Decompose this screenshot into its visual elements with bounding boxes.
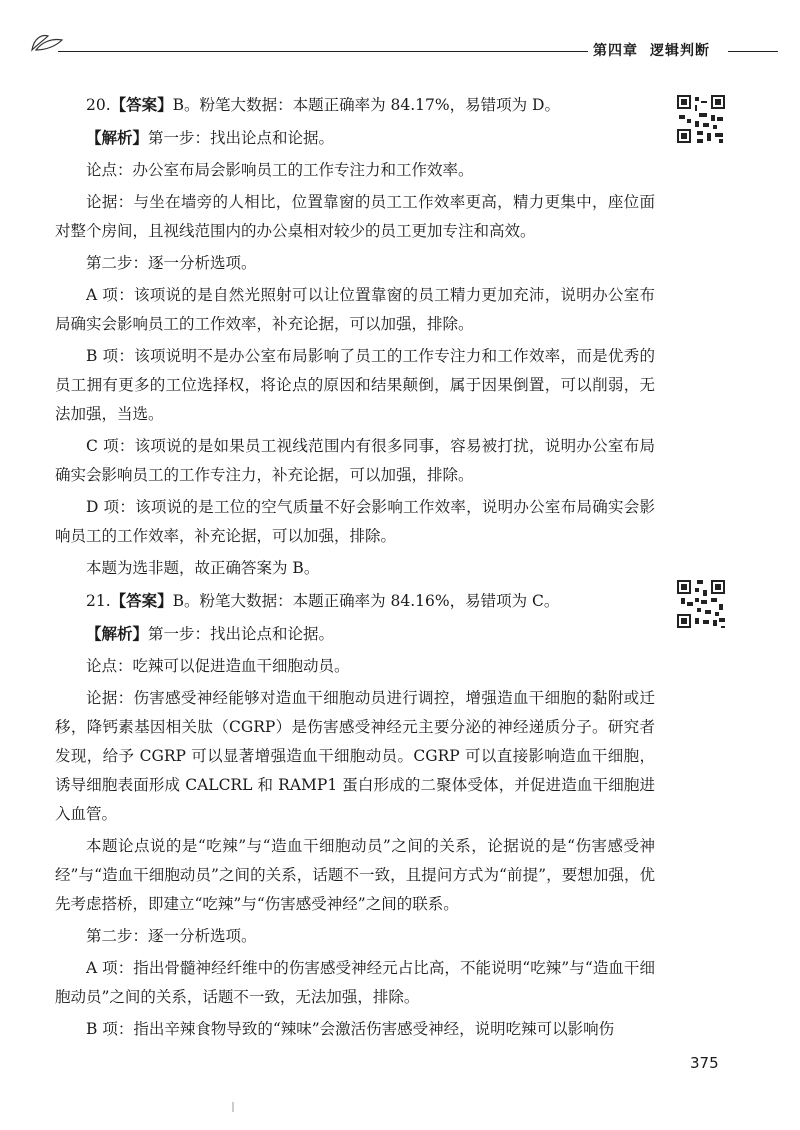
- leaf-ornament-icon: [28, 30, 68, 52]
- q20-option-c: C 项：该项说的是如果员工视线范围内有很多同事，容易被打扰，说明办公室布局确实会影响员工的工作专注力，补充论据，可以加强，排除。: [55, 437, 655, 484]
- q21-step2: 第二步：逐一分析选项。: [86, 927, 257, 945]
- q20-option-d: D 项：该项说的是工位的空气质量不好会影响工作效率，说明办公室布局确实会影响员工的工作效率，补充论据，可以加强，排除。: [55, 498, 655, 545]
- q21-evidence: 论据：伤害感受神经能够对造血干细胞动员进行调控，增强造血干细胞的黏附或迁移，降钙素基因相关肽（CGRP）是伤害感受神经元主要分泌的神经递质分子。研究者发现，给予 CGRP 可以显著增强造血干细胞动员。CGRP 可以直接影响造血干细胞，诱导细胞表面形成 CALCRL 和 RAMP1 蛋白形成的二聚体受体，并促进造血干细胞进入血管。: [55, 689, 655, 823]
- q20-option-a: A 项：该项说的是自然光照射可以让位置靠窗的员工精力更加充沛，说明办公室布局确实会影响员工的工作效率，补充论据，可以加强，排除。: [55, 286, 655, 333]
- chapter-header: [593, 40, 710, 60]
- q20-analysis: 【解析】第一步：找出论点和论据。: [86, 128, 335, 147]
- qr-code-icon: [675, 578, 727, 630]
- q21-option-a: A 项：指出骨髓神经纤维中的伤害感受神经元占比高，不能说明“吃辣”与“造血干细胞动员”之间的关系，话题不一致，无法加强，排除。: [55, 959, 655, 1006]
- q20-answer: 20.【答案】B。粉笔大数据：本题正确率为 84.17%，易错项为 D。: [86, 95, 560, 114]
- qr-code-icon: [675, 93, 727, 145]
- q21-bridge: 本题论点说的是“吃辣”与“造血干细胞动员”之间的关系，论据说的是“伤害感受神经”与“造血干细胞动员”之间的关系，话题不一致，且提问方式为“前提”，要想加强，优先考虑搭桥，即建立“吃辣”与“伤害感受神经”之间的联系。: [55, 837, 655, 913]
- page-content: [55, 90, 655, 1047]
- q21-argument: 论点：吃辣可以促进造血干细胞动员。: [86, 657, 350, 675]
- page-number: 375: [690, 1054, 719, 1072]
- header-rule: [58, 51, 588, 52]
- q20-option-b: B 项：该项说明不是办公室布局影响了员工的工作专注力和工作效率，而是优秀的员工拥有更多的工位选择权，将论点的原因和结果颠倒，属于因果倒置，可以削弱，无法加强，当选。: [55, 347, 655, 423]
- header-rule: [728, 51, 778, 52]
- q20-step2: 第二步：逐一分析选项。: [86, 254, 257, 272]
- q21-analysis: 【解析】第一步：找出论点和论据。: [86, 624, 335, 643]
- q21-option-b: B 项：指出辛辣食物导致的“辣味”会激活伤害感受神经，说明吃辣可以影响伤: [86, 1020, 615, 1038]
- q20-conclusion: 本题为选非题，故正确答案为 B。: [86, 559, 320, 577]
- q20-argument: 论点：办公室布局会影响员工的工作专注力和工作效率。: [86, 161, 474, 179]
- chapter-number: 第四章: [593, 43, 638, 59]
- q21-answer: 21.【答案】B。粉笔大数据：本题正确率为 84.16%，易错项为 C。: [86, 591, 560, 610]
- scan-mark: [232, 1102, 234, 1112]
- q20-evidence: 论据：与坐在墙旁的人相比，位置靠窗的员工工作效率更高，精力更集中，座位面对整个房间，且视线范围内的办公桌相对较少的员工更加专注和高效。: [55, 193, 655, 240]
- section-title: 逻辑判断: [650, 43, 710, 59]
